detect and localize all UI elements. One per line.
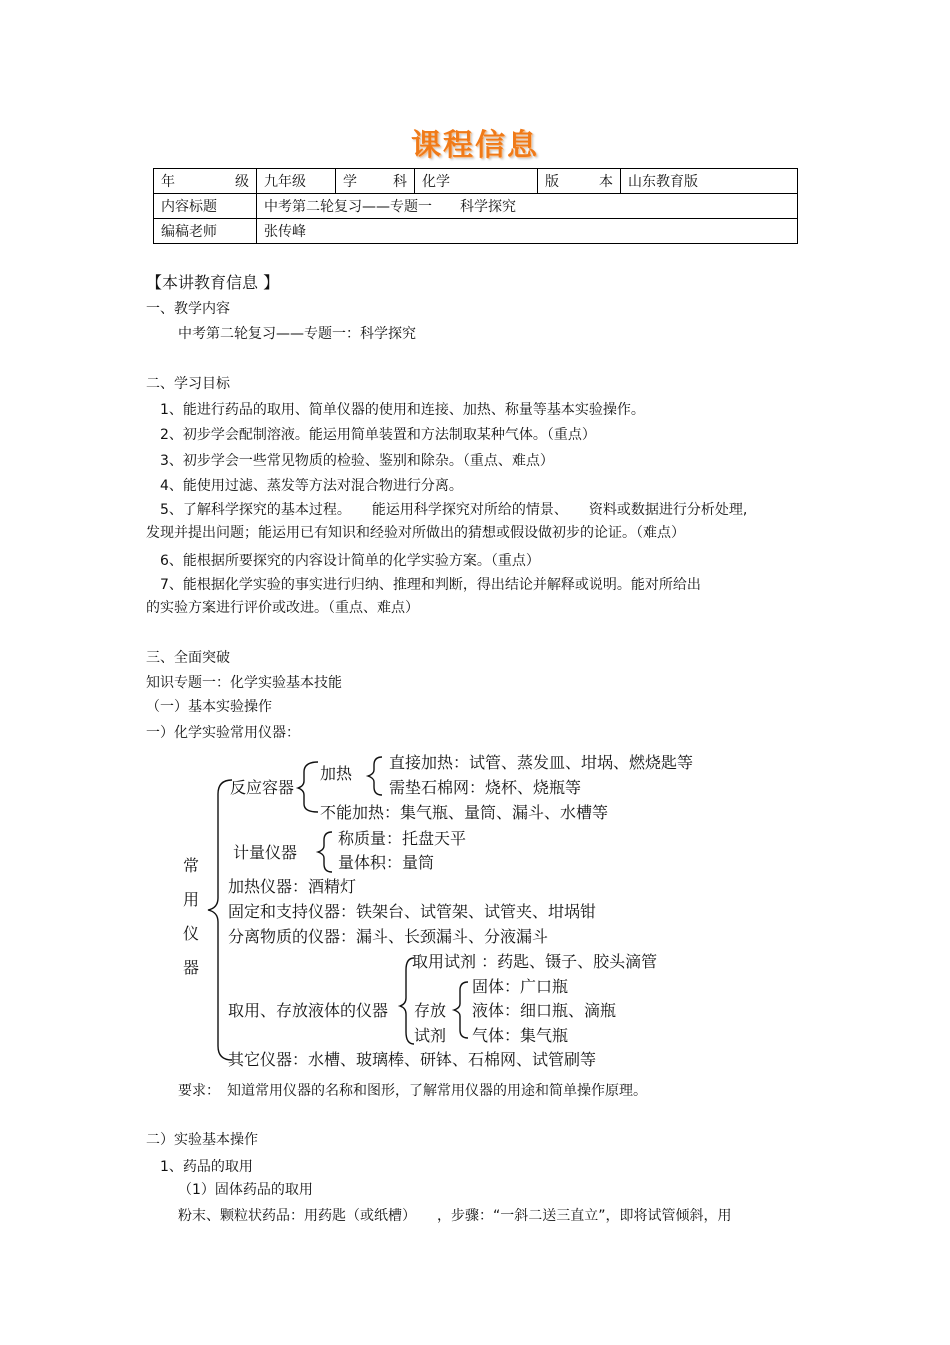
subsection-common-instruments: 一）化学实验常用仪器：	[146, 725, 300, 741]
subject-value: 化学	[415, 169, 538, 194]
page-title: 课程信息	[411, 128, 539, 163]
knowledge-topic-1: 知识专题一：化学实验基本技能	[146, 675, 342, 691]
volume-node: 量体积：量筒	[338, 853, 435, 872]
basic-operations-heading: 二）实验基本操作	[146, 1132, 258, 1148]
root-label-char: 常	[182, 856, 199, 875]
topic-label: 内容标题	[154, 194, 257, 219]
subsection-basic-operations: （一）基本实验操作	[146, 699, 272, 715]
grade-label: 年 级	[154, 169, 257, 194]
reaction-brace	[298, 762, 318, 812]
editor-label: 编稿老师	[154, 219, 257, 244]
measuring-node: 计量仪器	[233, 843, 298, 862]
teaching-content-text: 中考第二轮复习——专题一：科学探究	[178, 326, 416, 342]
taking-reagent-node: 取用试剂 ：药匙、镊子、胶头滴管	[412, 952, 658, 971]
gas-node: 气体：集气瓶	[472, 1026, 569, 1045]
powder-drug-text: 粉末、颗粒状药品：用药匙（或纸槽） ，步骤：“一斜二送三直立”，即将试管倾斜，用	[178, 1208, 732, 1224]
goal-item: 7、能根据化学实验的事实进行归纳、推理和判断，得出结论并解释或说明。能对所给出	[160, 577, 701, 593]
fixing-node: 固定和支持仪器：铁架台、试管架、试管夹、坩埚钳	[228, 902, 597, 921]
teaching-content-heading: 一、教学内容	[146, 301, 230, 317]
edition-value: 山东教育版	[621, 169, 798, 194]
reaction-vessel-node: 反应容器	[230, 778, 295, 797]
liquid-node: 液体：细口瓶、滴瓶	[472, 1001, 617, 1020]
measuring-brace	[318, 832, 332, 872]
section-header: 【本讲教育信息 】	[146, 273, 280, 292]
liquid-instrument-node: 取用、存放液体的仪器	[228, 1001, 389, 1020]
goal-item: 3、初步学会一些常见物质的检验、鉴别和除杂。（重点、难点）	[160, 453, 554, 469]
heating-node: 加热	[320, 764, 353, 783]
drug-taking-heading: 1、药品的取用	[160, 1159, 253, 1175]
edition-label: 版 本	[538, 169, 621, 194]
mass-node: 称质量：托盘天平	[338, 829, 467, 848]
root-label-char: 器	[182, 958, 199, 977]
grade-value: 九年级	[257, 169, 336, 194]
goal-item: 5、了解科学探究的基本过程。 能运用科学探究对所给的情景、 资料或数据进行分析处理,	[160, 502, 748, 518]
subject-label: 学 科	[336, 169, 415, 194]
direct-heating-node: 直接加热：试管、蒸发皿、坩埚、燃烧匙等	[389, 753, 694, 772]
learning-goals-heading: 二、学习目标	[146, 376, 230, 392]
goal-item: 1、能进行药品的取用、简单仪器的使用和连接、加热、称量等基本实验操作。	[160, 402, 645, 418]
root-label-char: 用	[182, 890, 199, 909]
goal-item-continued: 发现并提出问题；能运用已有知识和经验对所做出的猜想或假设做初步的论证。（难点）	[146, 525, 685, 541]
store-brace	[454, 982, 468, 1038]
goal-item: 2、初步学会配制溶液。能运用简单装置和方法制取某种气体。（重点）	[160, 427, 596, 443]
topic-value: 中考第二轮复习——专题一 科学探究	[257, 194, 798, 219]
goal-item-continued: 的实验方案进行评价或改进。（重点、难点）	[146, 600, 419, 616]
solid-node: 固体：广口瓶	[472, 977, 569, 996]
heating-brace	[368, 757, 382, 795]
asbestos-heating-node: 需垫石棉网：烧杯、烧瓶等	[389, 778, 582, 797]
heater-node: 加热仪器：酒精灯	[228, 877, 357, 896]
no-heating-node: 不能加热：集气瓶、量筒、漏斗、水槽等	[320, 803, 609, 822]
goal-item: 6、能根据所要探究的内容设计简单的化学实验方案。（重点）	[160, 553, 540, 569]
store-node: 存放	[414, 1001, 447, 1020]
editor-value: 张传峰	[257, 219, 798, 244]
store-node: 试剂	[414, 1026, 447, 1045]
requirement-text: 要求： 知道常用仪器的名称和图形，了解常用仪器的用途和简单操作原理。	[178, 1083, 647, 1099]
root-label-char: 仪	[182, 924, 199, 943]
other-instruments-node: 其它仪器：水槽、玻璃棒、研钵、石棉网、试管刷等	[228, 1050, 597, 1069]
separating-node: 分离物质的仪器：漏斗、长颈漏斗、分液漏斗	[228, 927, 549, 946]
breakthrough-heading: 三、全面突破	[146, 650, 230, 666]
goal-item: 4、能使用过滤、蒸发等方法对混合物进行分离。	[160, 478, 463, 494]
solid-drug-heading: （1）固体药品的取用	[178, 1182, 313, 1198]
